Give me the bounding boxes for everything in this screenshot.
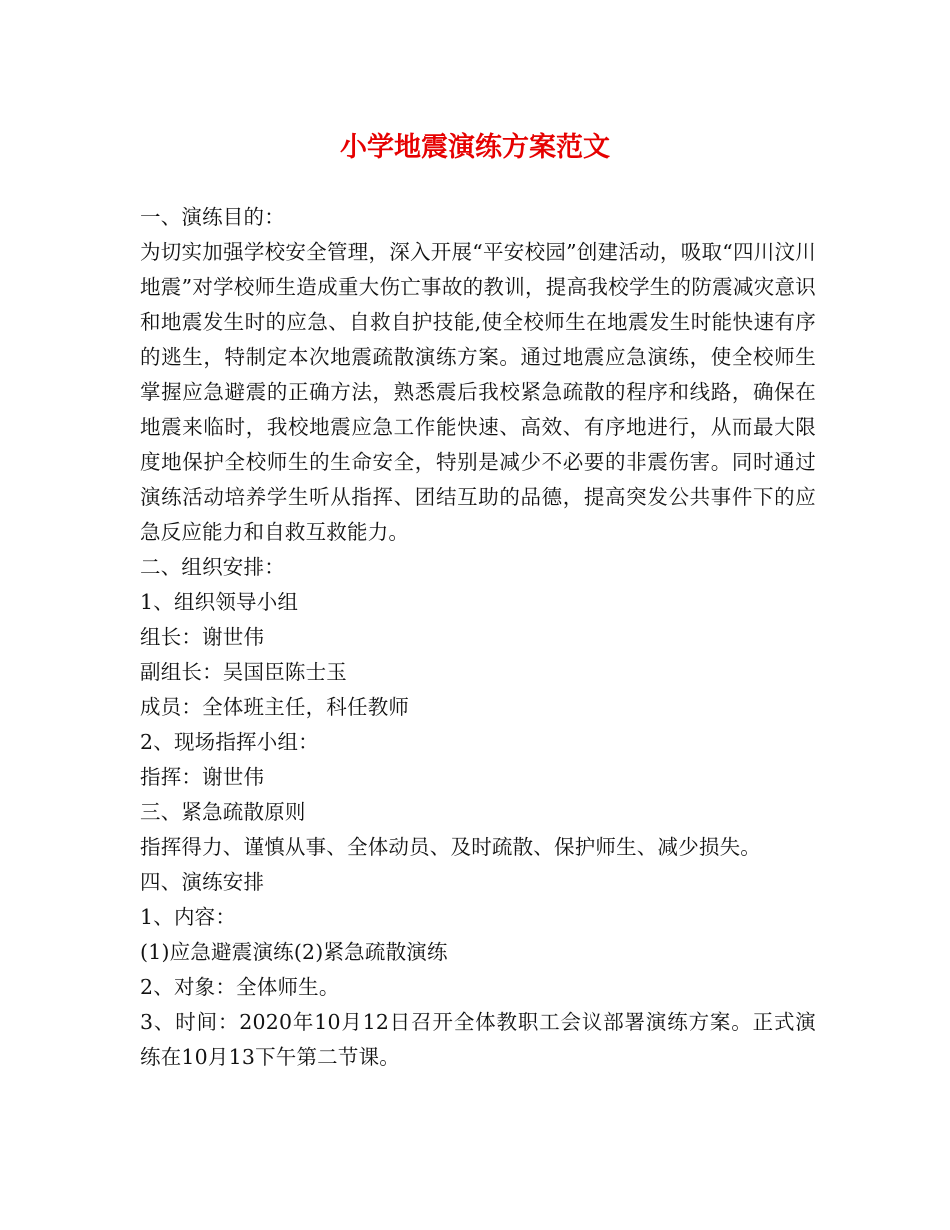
document-title: 小学地震演练方案范文 — [340, 132, 610, 163]
drill-content-label: 1、内容： — [140, 905, 237, 929]
commander: 指挥：谢世伟 — [140, 765, 265, 789]
drill-target: 2、对象：全体师生。 — [140, 975, 340, 999]
deputy-group-leader: 副组长：吴国臣陈士玉 — [140, 660, 347, 684]
section-heading-principles: 三、紧急疏散原则 — [140, 800, 306, 824]
section-heading-organization: 二、组织安排： — [140, 555, 285, 579]
section-heading-purpose: 一、演练目的： — [140, 205, 285, 229]
evacuation-principles: 指挥得力、谨慎从事、全体动员、及时疏散、保护师生、减少损失。 — [140, 835, 761, 859]
drill-time: 3、时间：2020年10月12日召开全体教职工会议部署演练方案。正式演练在10月13下午第二节课。 — [140, 1010, 816, 1069]
drill-content-items: (1)应急避震演练(2)紧急疏散演练 — [140, 940, 448, 964]
leading-group-heading: 1、组织领导小组 — [140, 590, 299, 614]
group-leader: 组长：谢世伟 — [140, 625, 265, 649]
onsite-command-group-heading: 2、现场指挥小组： — [140, 730, 319, 754]
section-heading-arrangement: 四、演练安排 — [140, 870, 265, 894]
purpose-paragraph: 为切实加强学校安全管理，深入开展“平安校园”创建活动，吸取“四川汶川地震”对学校师生造成重大伤亡事故的教训，提高我校学生的防震减灾意识和地震发生时的应急、自救自护技能,使全校师生在地震发生时能快速有序的逃生，特制定本次地震疏散演练方案。通过地震应急演练，使全校师生掌握应急避震的正确方法，熟悉震后我校紧急疏散的程序和线路，确保在地震来临时，我校地震应急工作能快速、高效、有序地进行，从而最大限度地保护全校师生的生命安全，特别是减少不必要的非震伤害。同时通过演练活动培养学生听从指挥、团结互助的品德，提高突发公共事件下的应急反应能力和自救互救能力。 — [140, 240, 816, 544]
group-members: 成员：全体班主任，科任教师 — [140, 695, 410, 719]
document-body — [140, 200, 816, 1075]
